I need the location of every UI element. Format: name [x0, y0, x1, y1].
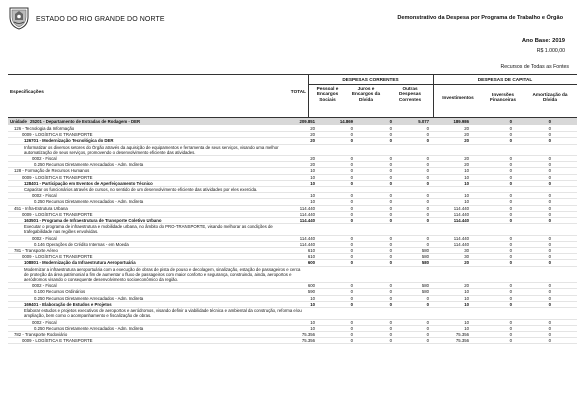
action-description-row	[8, 308, 577, 319]
action-description-row	[8, 224, 577, 235]
row-value: 114.440	[453, 211, 469, 217]
action-description-row	[8, 145, 577, 156]
row-value: 0	[426, 301, 429, 307]
row-value: 0	[426, 156, 429, 162]
row-label: 0.146 Operações de Crédito Internas - em Moeda	[34, 241, 129, 247]
row-value: 20	[464, 162, 469, 168]
row-value: 0	[509, 156, 512, 162]
row-total-value: 10	[310, 325, 315, 331]
row-value: 0	[389, 325, 392, 331]
row-value: 0	[548, 338, 551, 344]
row-total-value: 610	[307, 254, 315, 260]
row-total-value: 10	[310, 168, 315, 174]
row-value: 0	[426, 218, 429, 224]
row-value: 0	[509, 241, 512, 247]
col-debt-amortization: Amortização da Dívida	[532, 92, 568, 103]
row-value: 0	[389, 235, 392, 241]
row-value: 0	[548, 319, 551, 325]
row-total-value: 20	[310, 132, 315, 138]
currency-unit: R$ 1.000,00	[536, 48, 565, 54]
row-value: 0	[350, 205, 353, 211]
row-value: 0	[350, 241, 353, 247]
row-value: 0	[350, 283, 353, 289]
row-value: 30	[464, 254, 469, 260]
row-value: 10	[464, 168, 469, 174]
group-header-rule	[308, 84, 577, 85]
header-top-rule	[8, 74, 577, 75]
row-value: 20	[464, 260, 469, 266]
row-value: 20	[464, 126, 469, 131]
funding-source: Recursos de Todas as Fontes	[500, 64, 569, 70]
row-value: 0	[389, 205, 392, 211]
row-value: 0	[509, 301, 512, 307]
row-label: 0.250 Recursos Diretamente Arrecadados - Adm. Indireta	[34, 295, 144, 301]
row-value: 0	[350, 254, 353, 260]
row-value: 0	[389, 260, 392, 266]
row-value: 0	[426, 211, 429, 217]
row-total-value: 114.440	[299, 211, 315, 217]
unit-row-value: 5.077	[418, 119, 429, 124]
row-value: 0	[426, 174, 429, 180]
row-value: 75.356	[455, 338, 469, 344]
row-value: 0	[350, 338, 353, 344]
row-value: 0	[548, 205, 551, 211]
row-total-value: 114.440	[299, 235, 315, 241]
row-value: 0	[548, 174, 551, 180]
row-label: 0009 - LOGÍSTICA E TRANSPORTE	[22, 211, 93, 217]
row-value: 0	[509, 295, 512, 301]
row-value: 20	[464, 283, 469, 289]
unit-row-value: 0	[548, 119, 551, 124]
row-value: 0	[350, 289, 353, 295]
row-value: 0	[548, 211, 551, 217]
row-value: 0	[389, 331, 392, 337]
row-value: 0	[509, 289, 512, 295]
row-value: 0	[509, 126, 512, 131]
row-value: 0	[389, 168, 392, 174]
row-total-value: 10	[310, 295, 315, 301]
row-value: 0	[350, 295, 353, 301]
group-capital-expenses: DESPESAS DE CAPITAL	[477, 77, 533, 82]
row-total-value: 600	[307, 260, 315, 266]
unit-row-value: 0	[509, 119, 512, 124]
row-total-value: 114.440	[299, 205, 315, 211]
row-value: 0	[389, 126, 392, 131]
row-value: 0	[350, 218, 353, 224]
row-value: 0	[509, 174, 512, 180]
row-total-value: 10	[310, 301, 315, 307]
report-title: Demonstrativo da Despesa por Programa de Trabalho e Órgão	[397, 15, 563, 21]
row-value: 580	[421, 283, 429, 289]
row-value: 0	[389, 162, 392, 168]
row-value: 0	[350, 174, 353, 180]
row-label: Executar o programa de infraestrutura e mobilidade urbana, no âmbito do PRO-TRANSPORTE, visando melhorar as condições de trafegabilidade nas regiões envolvidas.	[24, 224, 273, 235]
row-value: 0	[350, 193, 353, 199]
row-value: 0	[548, 283, 551, 289]
row-label: Informatizar os diversos setores do Órgão através da aquisição de equipamentos e ferramenta de seus serviços, visando uma melhor automatização de seus serviços, promovendo o desenvolvimento eficiente das atividades.	[24, 144, 279, 155]
base-year: Ano Base: 2019	[521, 38, 565, 44]
row-value: 0	[509, 248, 512, 254]
unit-row-name: 25201 - Departamento de Estradas de Rodagem - DER	[30, 119, 141, 124]
row-value: 0	[548, 162, 551, 168]
row-label: 0002 - Fiscal	[32, 193, 57, 199]
row-value: 0	[548, 138, 551, 144]
row-value: 20	[464, 132, 469, 138]
row-value: 0	[548, 241, 551, 247]
row-value: 0	[389, 289, 392, 295]
row-label: Capacitar os funcionários através de cursos, no sentido de um desenvolvimento eficiente das atividades por eles exercida.	[24, 187, 258, 193]
row-value: 0	[350, 248, 353, 254]
row-label: 126 - Tecnologia da Informação	[14, 126, 75, 131]
row-value: 0	[426, 319, 429, 325]
row-label: 0009 - LOGÍSTICA E TRANSPORTE	[22, 338, 93, 344]
col-other-current: Outras Despesas Correntes	[398, 86, 422, 102]
row-value: 0	[389, 218, 392, 224]
row-value: 0	[426, 180, 429, 186]
row-value: 0	[389, 211, 392, 217]
row-value: 0	[548, 218, 551, 224]
row-label: 0009 - LOGÍSTICA E TRANSPORTE	[22, 254, 93, 260]
row-value: 0	[509, 205, 512, 211]
row-value: 0	[389, 180, 392, 186]
row-value: 0	[389, 301, 392, 307]
expense-table-body	[8, 126, 577, 344]
row-value: 0	[509, 331, 512, 337]
row-value: 114.440	[453, 218, 469, 224]
row-value: 0	[389, 138, 392, 144]
row-value: 0	[509, 162, 512, 168]
col-investments: Investimentos	[442, 95, 474, 100]
row-value: 0	[548, 331, 551, 337]
row-value: 10	[464, 289, 469, 295]
row-total-value: 600	[307, 283, 315, 289]
row-total-value: 10	[310, 180, 315, 186]
row-value: 0	[509, 283, 512, 289]
unit-row-value: 189.986	[453, 119, 469, 124]
row-value: 0	[350, 235, 353, 241]
row-value: 0	[548, 156, 551, 162]
row-value: 0	[548, 168, 551, 174]
row-value: 0	[509, 132, 512, 138]
row-value: 10	[464, 174, 469, 180]
row-value: 0	[350, 331, 353, 337]
row-label: 0009 - LOGÍSTICA E TRANSPORTE	[22, 132, 93, 138]
row-value: 0	[350, 180, 353, 186]
col-specification: Especificações	[10, 89, 44, 94]
row-value: 0	[426, 132, 429, 138]
row-value: 0	[389, 254, 392, 260]
state-coat-of-arms-icon	[6, 5, 32, 31]
row-value: 0	[509, 235, 512, 241]
row-label: 451 - Infra-Estrutura Urbana	[14, 205, 68, 211]
row-value: 0	[389, 283, 392, 289]
row-value: 0	[389, 295, 392, 301]
row-label: 0002 - Fiscal	[32, 283, 57, 289]
row-value: 10	[464, 180, 469, 186]
row-value: 580	[421, 248, 429, 254]
row-label: 782 - Transporte Rodoviário	[14, 331, 68, 337]
row-total-value: 20	[310, 156, 315, 162]
row-label: 128401 - Participação em Eventos de Aperfeiçoamento Técnico	[24, 180, 153, 186]
row-value: 0	[426, 338, 429, 344]
row-value: 0	[389, 338, 392, 344]
row-value: 580	[421, 289, 429, 295]
row-label: 0002 - Fiscal	[32, 319, 57, 325]
row-value: 0	[509, 180, 512, 186]
row-value: 0	[548, 325, 551, 331]
row-value: 0	[350, 168, 353, 174]
row-total-value: 20	[310, 126, 315, 131]
row-value: 114.440	[453, 205, 469, 211]
row-label: 126701 - Modernização Tecnológica do DER	[24, 138, 114, 144]
row-value: 580	[421, 260, 429, 266]
row-value: 0	[389, 156, 392, 162]
row-value: 0	[426, 241, 429, 247]
row-label: 163501 - Programa de Infraestrutura de Transporte Coletivo Urbano	[24, 218, 162, 224]
row-value: 0	[350, 319, 353, 325]
row-value: 580	[421, 254, 429, 260]
col-total: TOTAL	[290, 89, 306, 94]
row-value: 0	[548, 126, 551, 131]
group-current-expenses: DESPESAS CORRENTES	[342, 77, 399, 82]
row-value: 0	[509, 260, 512, 266]
row-value: 0	[548, 289, 551, 295]
row-value: 0	[426, 295, 429, 301]
col-financial-inversions: Inversões Financeiras	[489, 92, 517, 103]
row-value: 0	[509, 138, 512, 144]
row-value: 0	[548, 248, 551, 254]
row-label: 0002 - Fiscal	[32, 156, 57, 162]
row-value: 0	[350, 211, 353, 217]
row-label: 0.100 Recursos Ordinários	[34, 289, 86, 295]
row-value: 10	[464, 325, 469, 331]
row-value: 0	[426, 331, 429, 337]
row-value: 0	[426, 162, 429, 168]
unit-row-value: 0	[389, 119, 392, 124]
action-description-row	[8, 267, 577, 284]
row-total-value: 20	[310, 138, 315, 144]
row-value: 0	[389, 319, 392, 325]
row-value: 10	[464, 319, 469, 325]
row-value: 114.440	[453, 241, 469, 247]
row-total-value: 590	[307, 289, 315, 295]
row-value: 10	[464, 301, 469, 307]
row-value: 0	[426, 168, 429, 174]
row-value: 0	[389, 132, 392, 138]
row-value: 0	[350, 260, 353, 266]
row-value: 0	[548, 254, 551, 260]
row-value: 0	[548, 180, 551, 186]
row-value: 75.356	[455, 331, 469, 337]
row-value: 0	[350, 132, 353, 138]
row-value: 0	[426, 193, 429, 199]
row-value: 0	[350, 301, 353, 307]
row-label: 0.250 Recursos Diretamente Arrecadados - Adm. Indireta	[34, 325, 144, 331]
row-label: 0009 - LOGÍSTICA E TRANSPORTE	[22, 174, 93, 180]
row-value: 30	[464, 248, 469, 254]
row-value: 10	[464, 193, 469, 199]
row-value: 0	[509, 319, 512, 325]
row-value: 0	[350, 156, 353, 162]
row-value: 0	[509, 193, 512, 199]
row-label: Modernizar a infraestrutura aeroportuária com a execução de obras de pista de pouso e decolagem, sinalização, estação de passageiros e cerca de proteção da área patrimonial a fim de aumentar o fluxo de passageiros com maior conforto e segurança, construindo, ainda, aeroportos e aeródromos visando o consequente desenvolvimento socioeconômico da região.	[24, 266, 301, 283]
row-value: 0	[350, 325, 353, 331]
row-value: 0	[389, 193, 392, 199]
row-value: 0	[426, 235, 429, 241]
row-total-value: 610	[307, 248, 315, 254]
row-total-value: 75.356	[301, 331, 315, 337]
row-total-value: 10	[310, 199, 315, 205]
row-label: 108801 - Modernização da Infraestrutura Aeroportuária	[24, 260, 136, 266]
row-value: 20	[464, 138, 469, 144]
row-value: 0	[548, 193, 551, 199]
col-personnel: Pessoal e Encargos Sociais	[316, 86, 339, 102]
row-value: 0	[509, 254, 512, 260]
row-label: 128 - Formação de Recursos Humanos	[14, 168, 90, 174]
row-value: 0	[548, 295, 551, 301]
row-label: 0.250 Recursos Diretamente Arrecadados - Adm. Indireta	[34, 199, 144, 205]
table-row	[8, 338, 577, 344]
row-value: 114.440	[453, 235, 469, 241]
row-value: 0	[548, 301, 551, 307]
row-value: 0	[426, 199, 429, 205]
row-total-value: 114.440	[299, 241, 315, 247]
row-label: 169401 - Elaboração de Estudos e Projetos	[24, 301, 112, 307]
row-value: 10	[464, 199, 469, 205]
row-total-value: 114.440	[299, 218, 315, 224]
budget-unit-row	[8, 118, 577, 125]
row-value: 0	[548, 199, 551, 205]
row-value: 20	[464, 156, 469, 162]
state-name: ESTADO DO RIO GRANDE DO NORTE	[36, 16, 165, 23]
row-value: 0	[389, 199, 392, 205]
row-value: 0	[389, 241, 392, 247]
unit-row-label: Unidade	[10, 119, 27, 124]
row-label: 0002 - Fiscal	[32, 235, 57, 241]
row-value: 0	[389, 248, 392, 254]
row-label: 0.250 Recursos Diretamente Arrecadados - Adm. Indireta	[34, 162, 144, 168]
row-value: 0	[548, 235, 551, 241]
row-label: Elaborar estudos e projetos executivos de aeroportos e aeródromos, visando definir a viabilidade técnica e ambiental da construção, reforma e/ou ampliação, bem como o acompanhamento e fiscalização de obras.	[24, 308, 302, 319]
row-value: 0	[350, 162, 353, 168]
row-value: 0	[350, 138, 353, 144]
row-value: 0	[509, 211, 512, 217]
row-value: 10	[464, 295, 469, 301]
row-value: 0	[426, 138, 429, 144]
row-value: 0	[389, 174, 392, 180]
row-value: 0	[426, 325, 429, 331]
row-value: 0	[509, 338, 512, 344]
row-total-value: 75.356	[301, 338, 315, 344]
row-value: 0	[350, 126, 353, 131]
unit-row-total: 209.851	[299, 119, 315, 124]
row-value: 0	[426, 205, 429, 211]
row-total-value: 10	[310, 193, 315, 199]
row-value: 0	[509, 218, 512, 224]
row-total-value: 10	[310, 319, 315, 325]
row-value: 0	[548, 132, 551, 138]
unit-row-value: 14.869	[339, 119, 353, 124]
row-value: 0	[509, 168, 512, 174]
row-value: 0	[548, 260, 551, 266]
row-total-value: 20	[310, 162, 315, 168]
row-value: 0	[509, 199, 512, 205]
row-label: 781 - Transporte Aéreo	[14, 248, 58, 254]
row-value: 0	[350, 199, 353, 205]
row-value: 0	[509, 325, 512, 331]
col-interest: Juros e Encargos da Dívida	[351, 86, 381, 102]
row-total-value: 10	[310, 174, 315, 180]
row-value: 0	[426, 126, 429, 131]
